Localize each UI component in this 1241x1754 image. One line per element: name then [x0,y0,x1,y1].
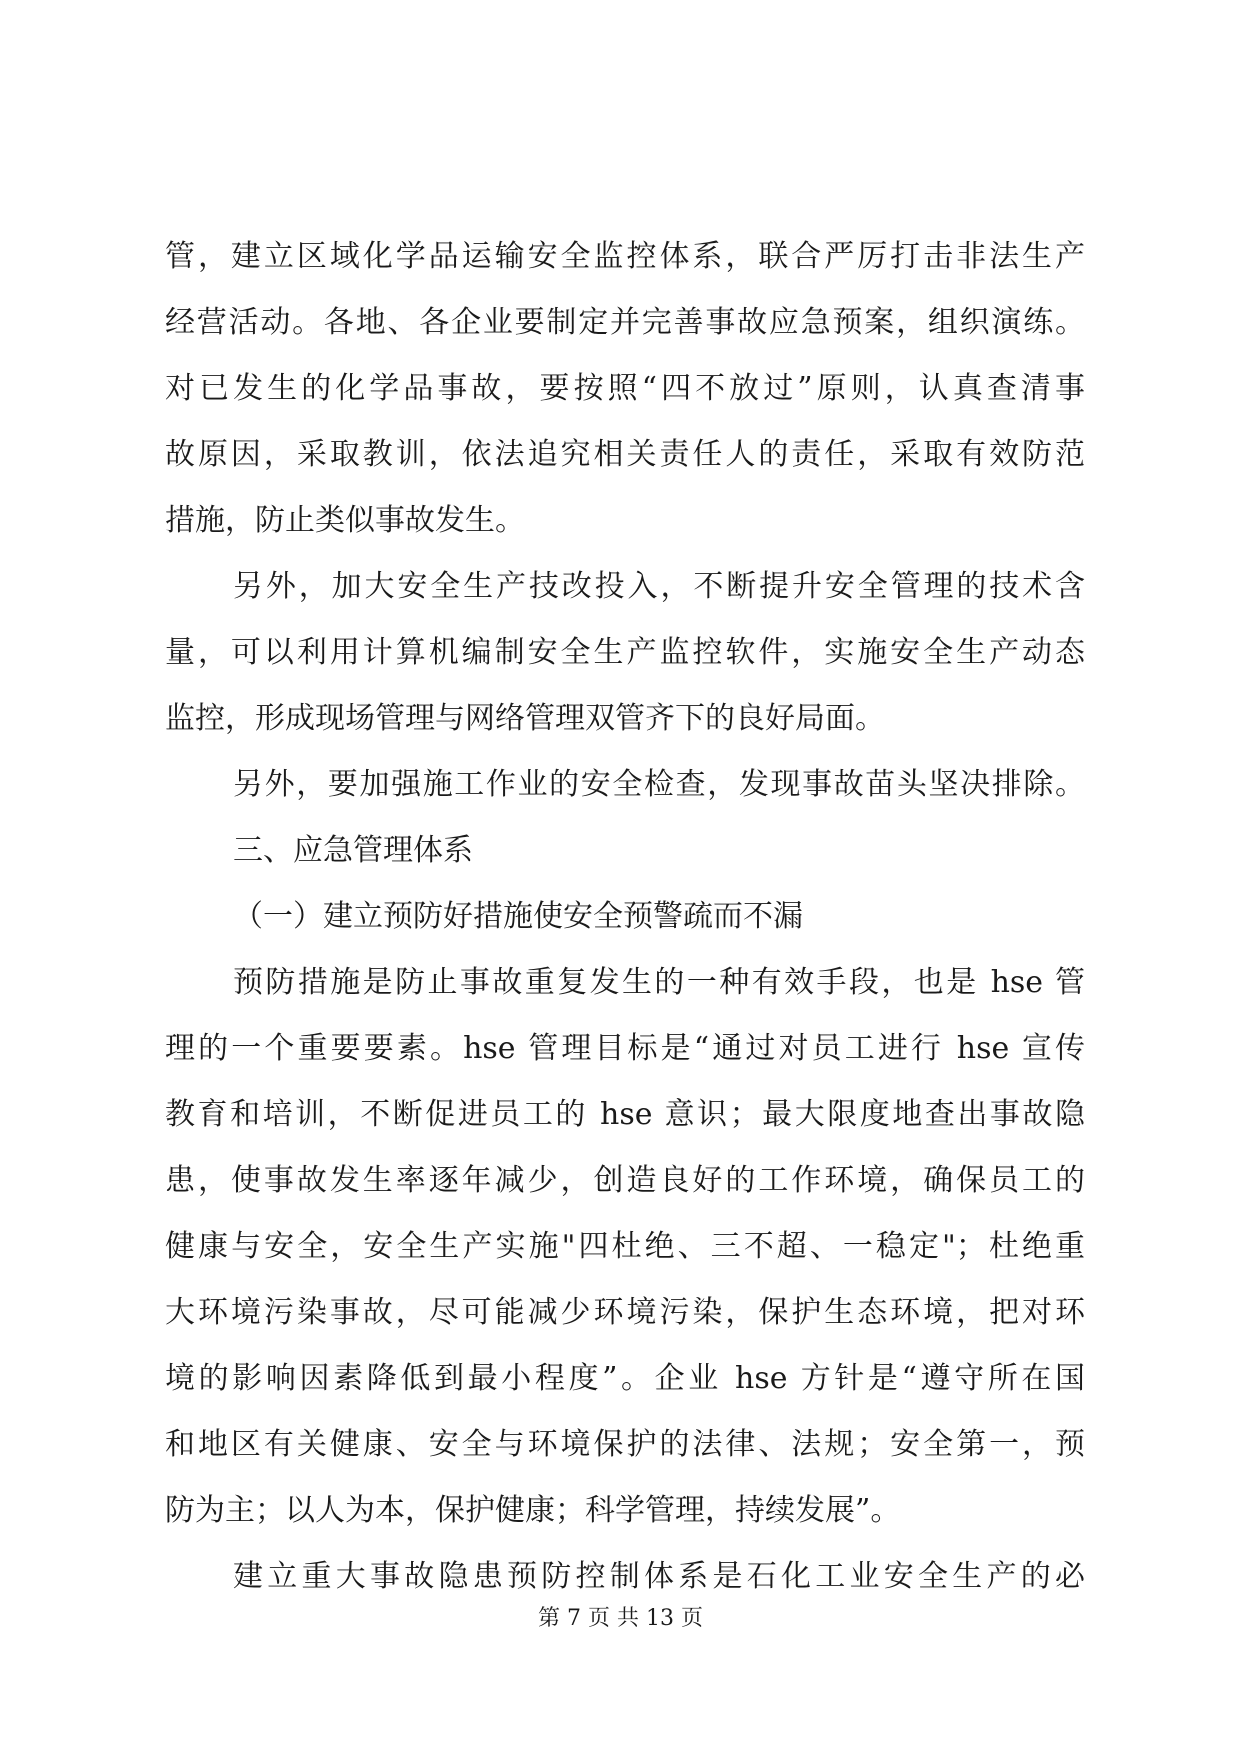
text-line: 三、应急管理体系 [233,833,473,868]
text-line: 防为主；以人为本，保护健康；科学管理，持续发展”。 [165,1493,901,1528]
text-line: 健康与安全，安全生产实施"四杜绝、三不超、一稳定"；杜绝重 [165,1229,1085,1264]
text-line: 教育和培训，不断促进员工的 hse 意识；最大限度地查出事故隐 [165,1097,1085,1132]
text-line: 量，可以利用计算机编制安全生产监控软件，实施安全生产动态 [165,635,1085,670]
text-line: 管，建立区域化学品运输安全监控体系，联合严厉打击非法生产 [165,239,1085,274]
text-line: 故原因，采取教训，依法追究相关责任人的责任，采取有效防范 [165,437,1085,472]
text-line: 对已发生的化学品事故，要按照“四不放过”原则，认真查清事 [165,371,1085,406]
text-line: 另外，要加强施工作业的安全检查，发现事故苗头坚决排除。 [233,767,1085,802]
text-line: （一）建立预防好措施使安全预警疏而不漏 [233,899,803,934]
page-footer: 第 7 页 共 13 页 [538,1606,703,1631]
text-line: 建立重大事故隐患预防控制体系是石化工业安全生产的必 [233,1559,1085,1594]
text-line: 措施，防止类似事故发生。 [165,503,525,538]
text-line: 大环境污染事故，尽可能减少环境污染，保护生态环境，把对环 [165,1295,1085,1330]
text-line: 另外，加大安全生产技改投入，不断提升安全管理的技术含 [233,569,1085,604]
text-line: 患，使事故发生率逐年减少，创造良好的工作环境，确保员工的 [165,1163,1085,1198]
text-line: 境的影响因素降低到最小程度”。企业 hse 方针是“遵守所在国 [165,1361,1085,1396]
text-line: 理的一个重要要素。hse 管理目标是“通过对员工进行 hse 宣传 [165,1031,1085,1066]
body-text [165,224,1085,1610]
text-line: 经营活动。各地、各企业要制定并完善事故应急预案，组织演练。 [165,305,1085,340]
text-line: 预防措施是防止事故重复发生的一种有效手段，也是 hse 管 [233,965,1085,1000]
text-line: 和地区有关健康、安全与环境保护的法律、法规；安全第一，预 [165,1427,1085,1462]
text-line: 监控，形成现场管理与网络管理双管齐下的良好局面。 [165,701,885,736]
